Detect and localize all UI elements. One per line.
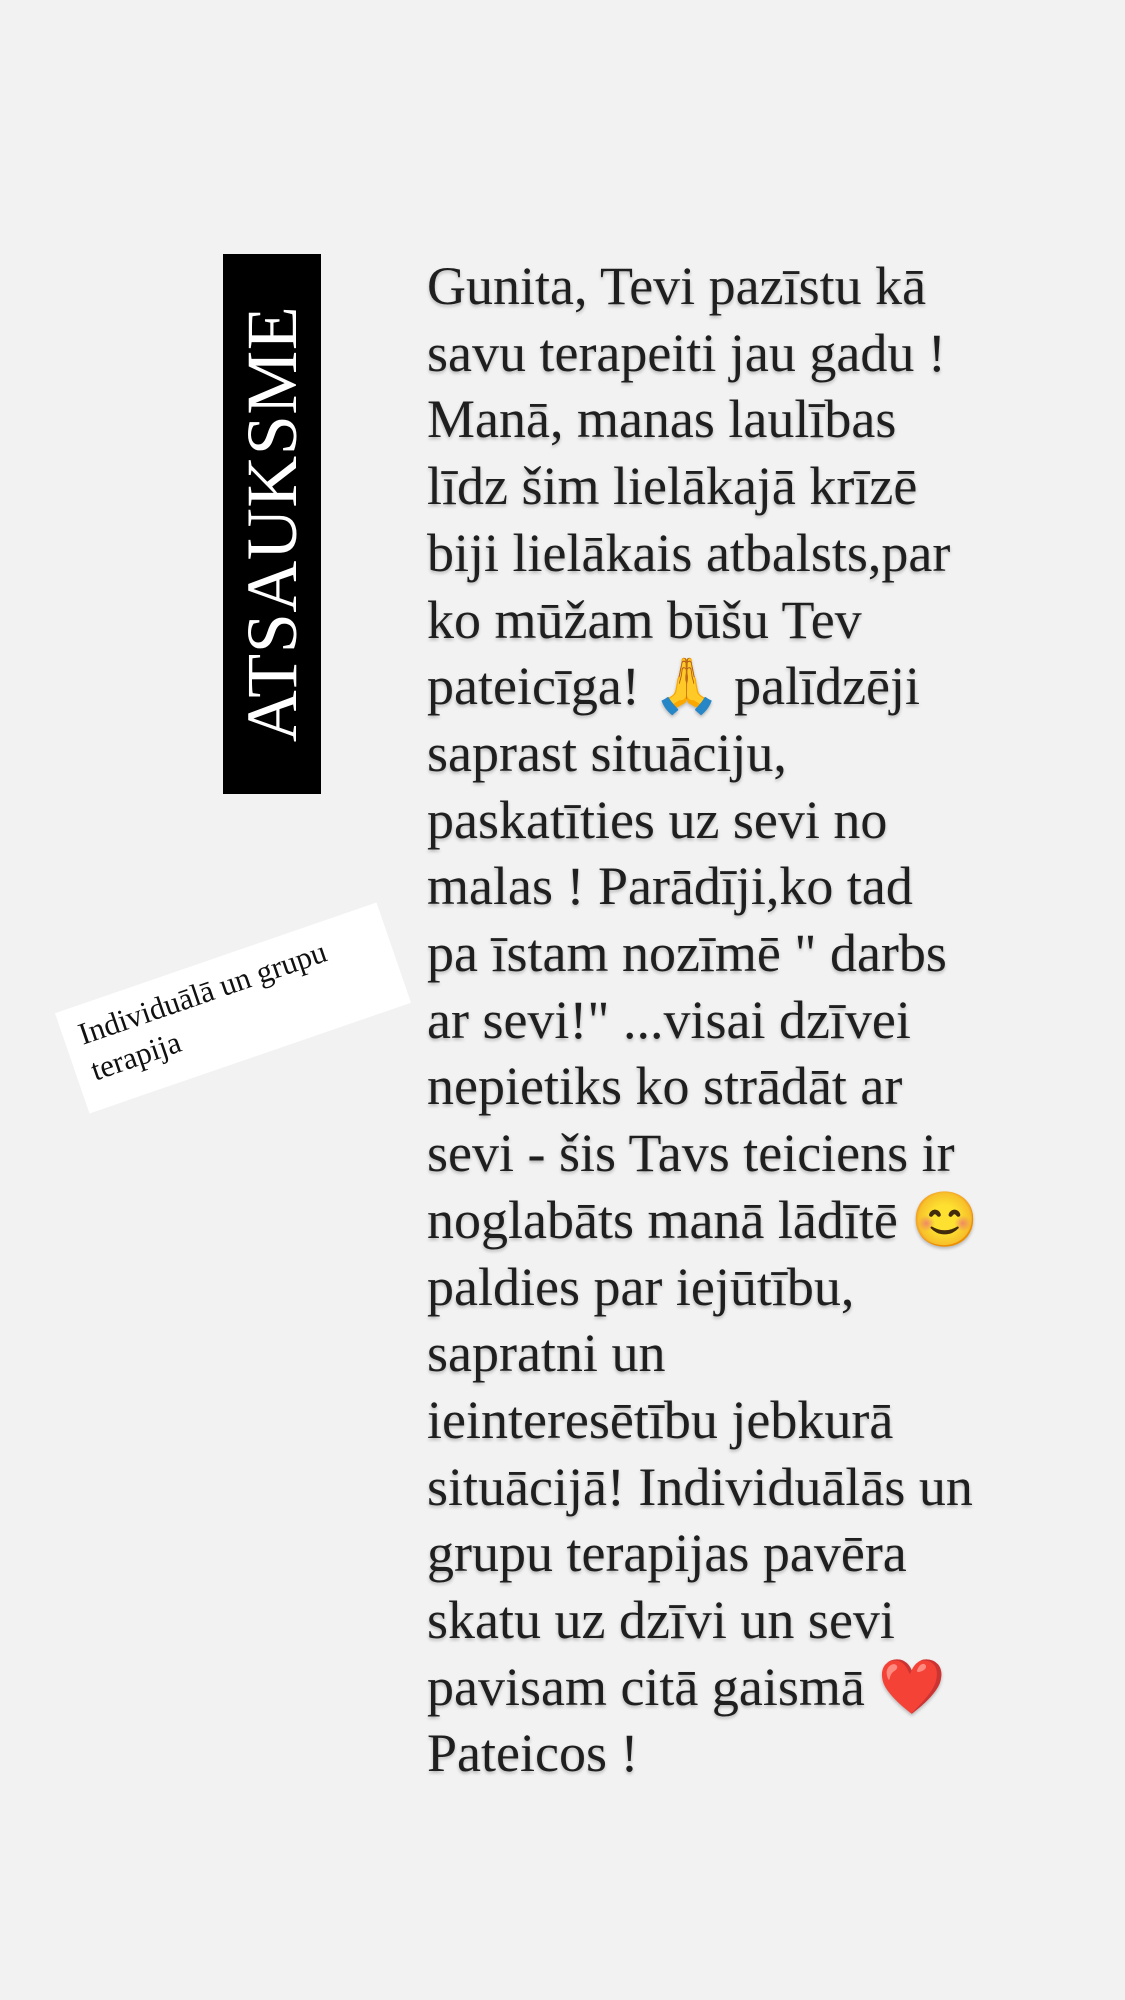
testimonial-line: līdz šim lielākajā krīzē [427, 456, 918, 517]
atsauksme-label [223, 254, 321, 794]
testimonial-line: pa īstam nozīmē " darbs [427, 923, 947, 984]
therapy-sticker [55, 903, 411, 1114]
testimonial-line: Pateicos ! [427, 1723, 639, 1784]
testimonial-line: sapratni un [427, 1323, 666, 1384]
testimonial-line: biji lielākais atbalsts,par [427, 522, 951, 583]
testimonial-line: ko mūžam būšu Tev [427, 589, 862, 650]
testimonial-line: Gunita, Tevi pazīstu kā [427, 256, 927, 316]
testimonial-text [427, 253, 1047, 1787]
testimonial-line: skatu uz dzīvi un sevi [427, 1590, 895, 1651]
testimonial-line: situācijā! Individuālās un [427, 1456, 973, 1517]
testimonial-line: paskatīties uz sevi no [427, 789, 888, 850]
testimonial-line: pavisam citā gaismā ❤️ [427, 1656, 946, 1717]
testimonial-line: ieinteresētību jebkurā [427, 1389, 894, 1450]
testimonial-line: noglabāts manā lādītē 😊 [427, 1189, 979, 1250]
testimonial-line: ar sevi!" ...visai dzīvei [427, 989, 911, 1050]
testimonial-line: saprast situāciju, [427, 722, 787, 783]
testimonial-line: savu terapeiti jau gadu ! [427, 322, 946, 383]
therapy-sticker-text: Individuālā un grupu terapija [73, 933, 331, 1088]
testimonial-line: Manā, manas laulības [427, 389, 897, 450]
testimonial-line: malas ! Parādīji,ko tad [427, 856, 913, 917]
atsauksme-label-text: ATSAUKSME [232, 305, 312, 743]
testimonial-line: nepietiks ko strādāt ar [427, 1056, 903, 1117]
testimonial-line: sevi - šis Tavs teiciens ir [427, 1123, 955, 1184]
testimonial-line: paldies par iejūtību, [427, 1256, 855, 1317]
testimonial-line: pateicīga! 🙏 palīdzēji [427, 656, 921, 717]
testimonial-line: grupu terapijas pavēra [427, 1523, 907, 1584]
